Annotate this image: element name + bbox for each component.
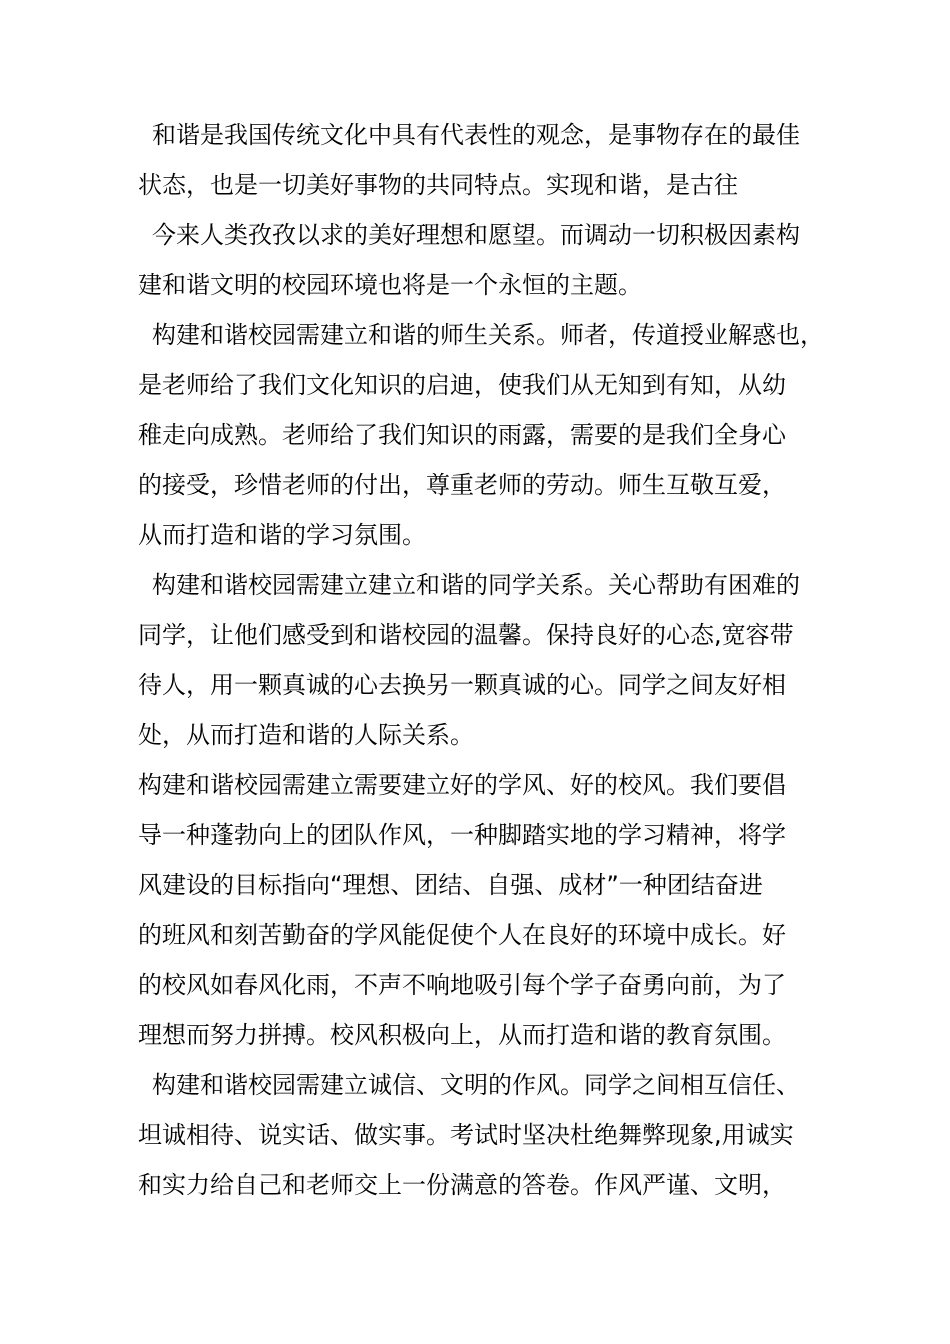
text-line: 建和谐文明的校园环境也将是一个永恒的主题。	[138, 271, 642, 299]
text-line: 是老师给了我们文化知识的启迪，使我们从无知到有知，从幼	[138, 371, 786, 399]
text-line: 的接受，珍惜老师的付出，尊重老师的劳动。师生互敬互爱，	[138, 471, 786, 499]
text-line: 状态，也是一切美好事物的共同特点。实现和谐，是古往	[138, 171, 738, 199]
text-line: 坦诚相待、说实话、做实事。考试时坚决杜绝舞弊现象,用诚实	[138, 1121, 794, 1149]
text-line: 风建设的目标指向“理想、团结、自强、成材”一种团结奋进	[138, 871, 763, 899]
text-line: 构建和谐校园需建立需要建立好的学风、好的校风。我们要倡	[138, 771, 786, 799]
text-line: 构建和谐校园需建立和谐的师生关系。师者，传道授业解惑也，	[152, 321, 824, 349]
text-line: 导一种蓬勃向上的团队作风，一种脚踏实地的学习精神，将学	[138, 821, 786, 849]
text-line: 和实力给自己和老师交上一份满意的答卷。作风严谨、文明，	[138, 1171, 786, 1199]
text-line: 和谐是我国传统文化中具有代表性的观念，是事物存在的最佳	[152, 121, 800, 149]
text-line: 构建和谐校园需建立诚信、文明的作风。同学之间相互信任、	[152, 1071, 800, 1099]
text-line: 待人，用一颗真诚的心去换另一颗真诚的心。同学之间友好相	[138, 671, 786, 699]
text-line: 从而打造和谐的学习氛围。	[138, 521, 426, 549]
text-line: 同学，让他们感受到和谐校园的温馨。保持良好的心态,宽容带	[138, 621, 794, 649]
text-line: 的校风如春风化雨，不声不响地吸引每个学子奋勇向前，为了	[138, 971, 786, 999]
text-line: 稚走向成熟。老师给了我们知识的雨露，需要的是我们全身心	[138, 421, 786, 449]
text-line: 理想而努力拼搏。校风积极向上，从而打造和谐的教育氛围。	[138, 1021, 786, 1049]
text-line: 今来人类孜孜以求的美好理想和愿望。而调动一切积极因素构	[152, 221, 800, 249]
text-line: 构建和谐校园需建立建立和谐的同学关系。关心帮助有困难的	[152, 571, 800, 599]
text-line: 处，从而打造和谐的人际关系。	[138, 721, 474, 749]
document-body	[138, 110, 838, 1210]
text-line: 的班风和刻苦勤奋的学风能促使个人在良好的环境中成长。好	[138, 921, 786, 949]
